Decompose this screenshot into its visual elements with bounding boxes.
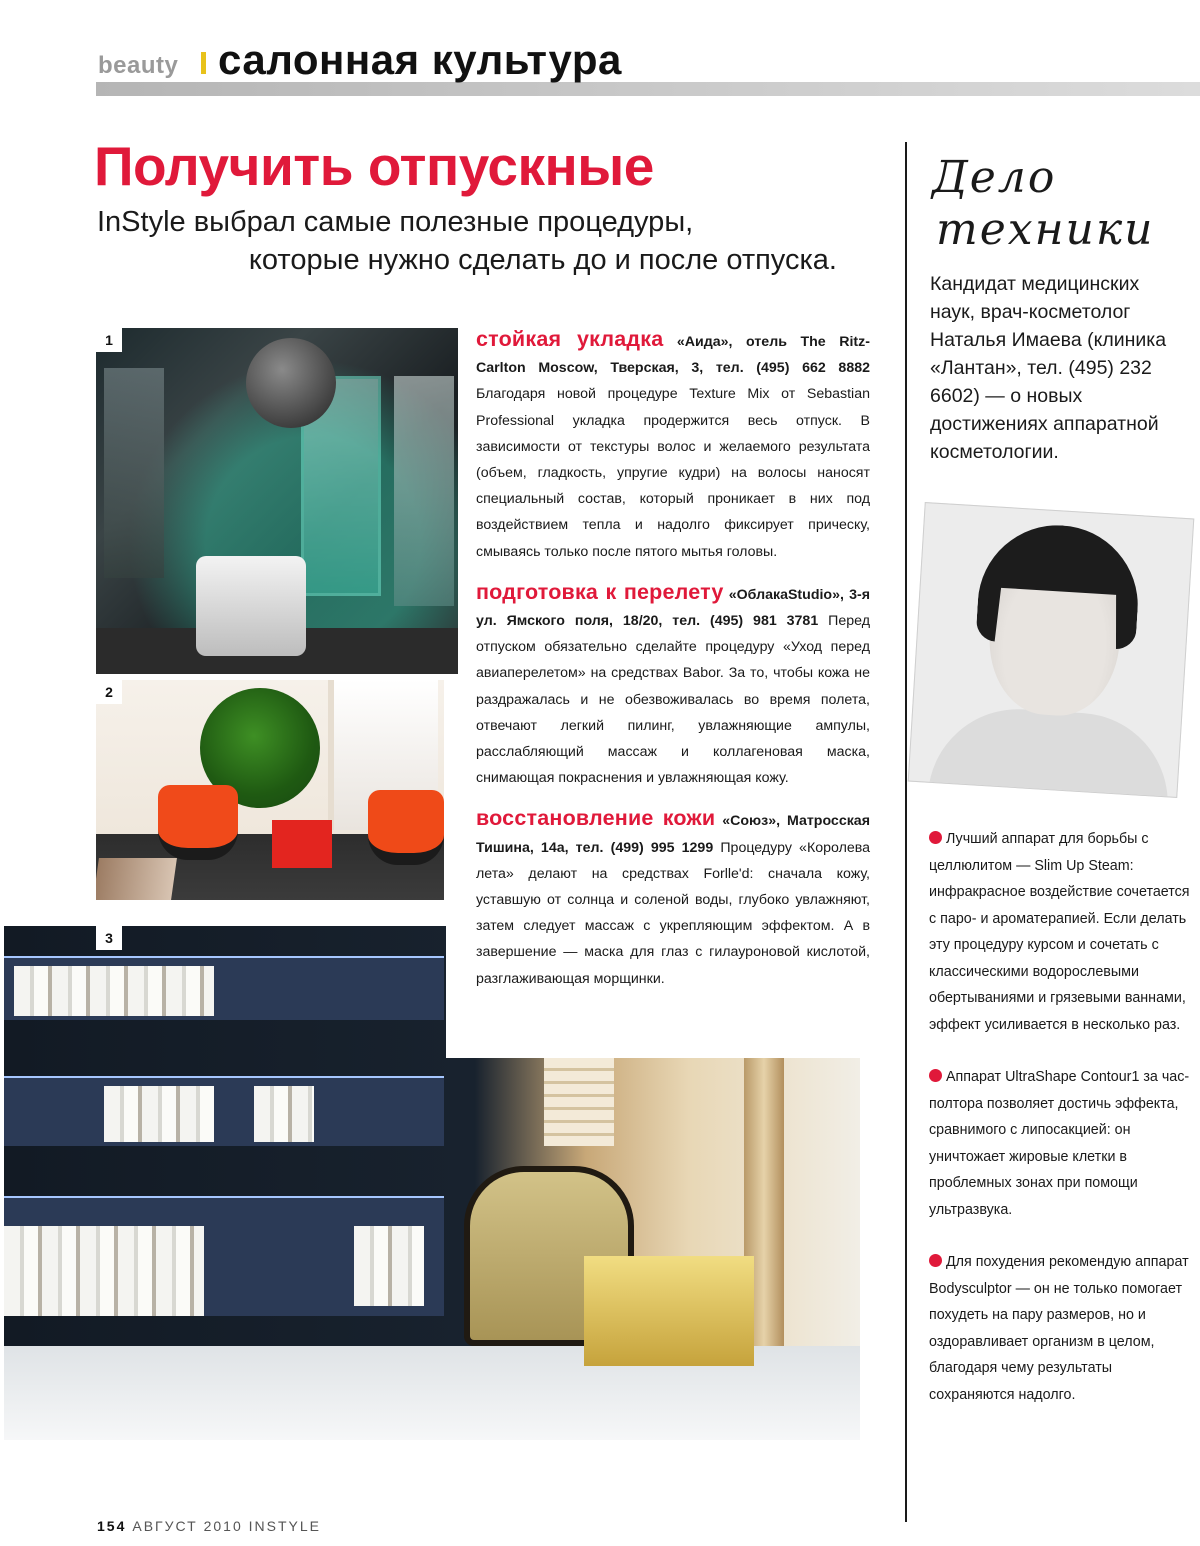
- article-lead: [97, 203, 867, 279]
- entry-text: Благодаря новой процедуре Texture Mix от Sebastian Professional укладка продержится весь отпуск. В зависимости от текстуры волос и желаемого результата (объем, гладкость, упругие кудри) на волосы наносят специальный состав, который проникает в них под воздействием тепла и надолго фиксирует прическу, смываясь только после пятого мытья головы.: [476, 386, 870, 560]
- article-entry: [476, 579, 870, 792]
- tip-text: Аппарат UltraShape Contour1 за час-полтора позволяет достичь эффекта, сравнимого с липосакцией: он уничтожает жировые клетки в проблемных зонах при помощи ультразвука.: [929, 1069, 1190, 1218]
- bullet-dot-icon: [929, 1254, 942, 1267]
- article-body: [476, 326, 870, 1006]
- tip-item: [929, 826, 1191, 1038]
- sidebar-title: [932, 152, 1155, 256]
- entry-text: Перед отпуском обязательно сделайте процедуру «Уход перед авиаперелетом» на средствах Babor. За то, чтобы кожа не раздражалась и не обезвоживалась во время полета, отвечают легкий пилинг, увлажняющие ампулы, расслабляющий массаж и коллагеновая маска, снимающая покраснения и увлажняющая кожу.: [476, 613, 870, 787]
- section-tag: beauty: [98, 52, 179, 79]
- article-entry: [476, 326, 870, 565]
- bullet-dot-icon: [929, 1069, 942, 1082]
- header-bar: [96, 82, 1200, 96]
- entry-address: «ОблакаStudio», 3-я ул. Ямского поля, 18/20, тел. (495) 981 3781: [476, 586, 870, 630]
- article-entry: [476, 805, 870, 991]
- entry-text: Процедуру «Королева лета» делают на средствах Forlle'd: сначала кожу, уставшую от солнца и соленой воды, глубоко увлажняют, затем следует массаж с укрепляющим эффектом. А в завершение — маска для глаз с гилауроновой кислотой, разглаживающая морщинки.: [476, 839, 871, 987]
- sidebar-title-line-1: Дело: [932, 152, 1057, 203]
- photo-number: 2: [96, 680, 122, 704]
- issue-info: АВГУСТ 2010 INSTYLE: [132, 1518, 321, 1534]
- lead-line-1: InStyle выбрал самые полезные процедуры,: [97, 206, 694, 238]
- article-headline: Получить отпускные: [94, 135, 654, 197]
- section-title: салонная культура: [218, 36, 622, 83]
- section-tag-separator: [201, 52, 206, 74]
- entry-title: подготовка к перелету: [476, 579, 724, 604]
- page-number: 154: [97, 1518, 127, 1534]
- tip-text: Для похудения рекомендую аппарат Bodysculptor — он не только помогает похудеть на пару размеров, но и оздоравливает организм в целом, благодаря чему результаты сохраняются надолго.: [929, 1254, 1189, 1403]
- page-footer: [97, 1518, 321, 1534]
- expert-portrait: [908, 502, 1195, 798]
- tip-text: Лучший аппарат для борьбы с целлюлитом — Slim Up Steam: инфракрасное воздействие сочетается с паро- и ароматерапией. Если делать эту процедуру курсом и сочетать с классическими водорослевыми обертываниями и грязевыми ваннами, эффект усиливается в несколько раз.: [929, 831, 1190, 1033]
- lead-line-2: которые нужно сделать до и после отпуска.: [248, 244, 837, 276]
- photo-salon-aida: [96, 328, 458, 674]
- tip-item: [929, 1064, 1191, 1223]
- sidebar-title-line-2: техники: [936, 204, 1155, 255]
- entry-address: «Аида», отель The Ritz-Carlton Moscow, Тверская, 3, тел. (495) 662 8882: [476, 334, 870, 377]
- entry-title: стойкая укладка: [476, 327, 664, 351]
- photo-number: 3: [96, 926, 122, 950]
- bullet-dot-icon: [929, 831, 942, 844]
- sidebar-tips: [929, 826, 1191, 1434]
- tip-item: [929, 1249, 1191, 1408]
- photo-oblaka-studio: [96, 680, 444, 900]
- entry-title: восстановление кожи: [476, 806, 716, 831]
- sidebar-intro: Кандидат медицинских наук, врач-косметолог Наталья Имаева (клиника «Лантан», тел. (495) 232 6602) — о новых достижениях аппаратной косметологии.: [930, 273, 1167, 463]
- photo-number: 1: [96, 328, 122, 352]
- sidebar-divider: [905, 142, 907, 1522]
- page-header: [0, 0, 1200, 100]
- entry-address: «Союз», Матросская Тишина, 14а, тел. (499) 995 1299: [476, 813, 870, 856]
